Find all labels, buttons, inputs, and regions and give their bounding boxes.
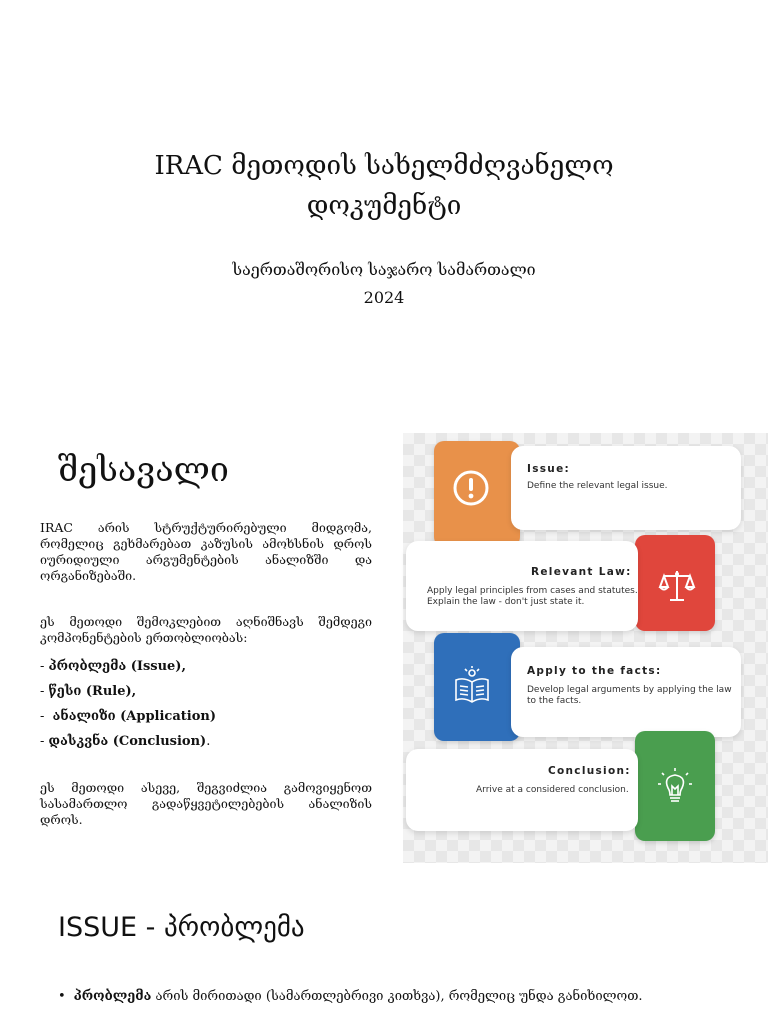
list-item: - დასკვნა (Conclusion).	[40, 734, 211, 749]
list-item: • პრობლემა არის მირითადი (სამართლებრივი კითხვა), რომელიც უნდა განიხილოთ.	[58, 986, 643, 1008]
exclamation-icon	[451, 468, 491, 508]
list-item: - წესი (Rule),	[40, 684, 137, 699]
issue-bullets	[58, 986, 643, 1008]
document-subtitle	[0, 256, 768, 312]
title-line-2: დოკუმენტი	[306, 191, 462, 221]
apply-text: Develop legal arguments by applying the law to the facts.	[527, 685, 732, 706]
issue-title: Issue:	[527, 463, 571, 475]
conclusion-text: Arrive at a considered conclusion.	[476, 785, 629, 795]
subtitle-year: 2024	[363, 288, 405, 307]
intro-paragraph-3: ეს მეთოდი ასევე, შეგვიძლია გამოვიყენოთ სასამართლო გადაწყვეტილებების ანალიზის დროს.	[40, 780, 372, 827]
issue-section-heading: ISSUE - პრობლემა	[58, 912, 305, 943]
document-title	[0, 146, 768, 226]
conclusion-title: Conclusion:	[548, 765, 631, 777]
intro-heading: შესავალი	[58, 450, 229, 490]
irac-infographic	[403, 433, 768, 863]
intro-paragraph-2: ეს მეთოდი შემოკლებით აღნიშნავს შემდეგი კომპონენტების ერთობლიობას:	[40, 614, 372, 645]
subtitle-course: საერთაშორისო საჯარო სამართალი	[232, 260, 536, 279]
lightbulb-icon	[655, 766, 695, 810]
intro-section	[40, 520, 372, 828]
scales-icon	[657, 566, 697, 606]
law-text: Apply legal principles from cases and statutes. Explain the law - don't just state it.	[427, 586, 638, 607]
book-icon	[453, 666, 491, 706]
list-item: - პრობლემა (Issue),	[40, 659, 186, 674]
title-line-1: IRAC მეთოდის სახელმძღვანელო	[154, 151, 614, 181]
law-title: Relevant Law:	[531, 566, 632, 578]
intro-paragraph-1: IRAC არის სტრუქტურირებული მიდგომა, რომელიც გეხმარებათ კაზუსის ამოხსნის დროს იურიდიული არგუმენტების ანალიზში და ორგანიზებაში.	[40, 520, 372, 583]
apply-title: Apply to the facts:	[527, 665, 662, 677]
issue-text: Define the relevant legal issue.	[527, 481, 668, 491]
list-item: - ანალიზი (Application)	[40, 709, 216, 724]
component-list	[40, 654, 372, 754]
